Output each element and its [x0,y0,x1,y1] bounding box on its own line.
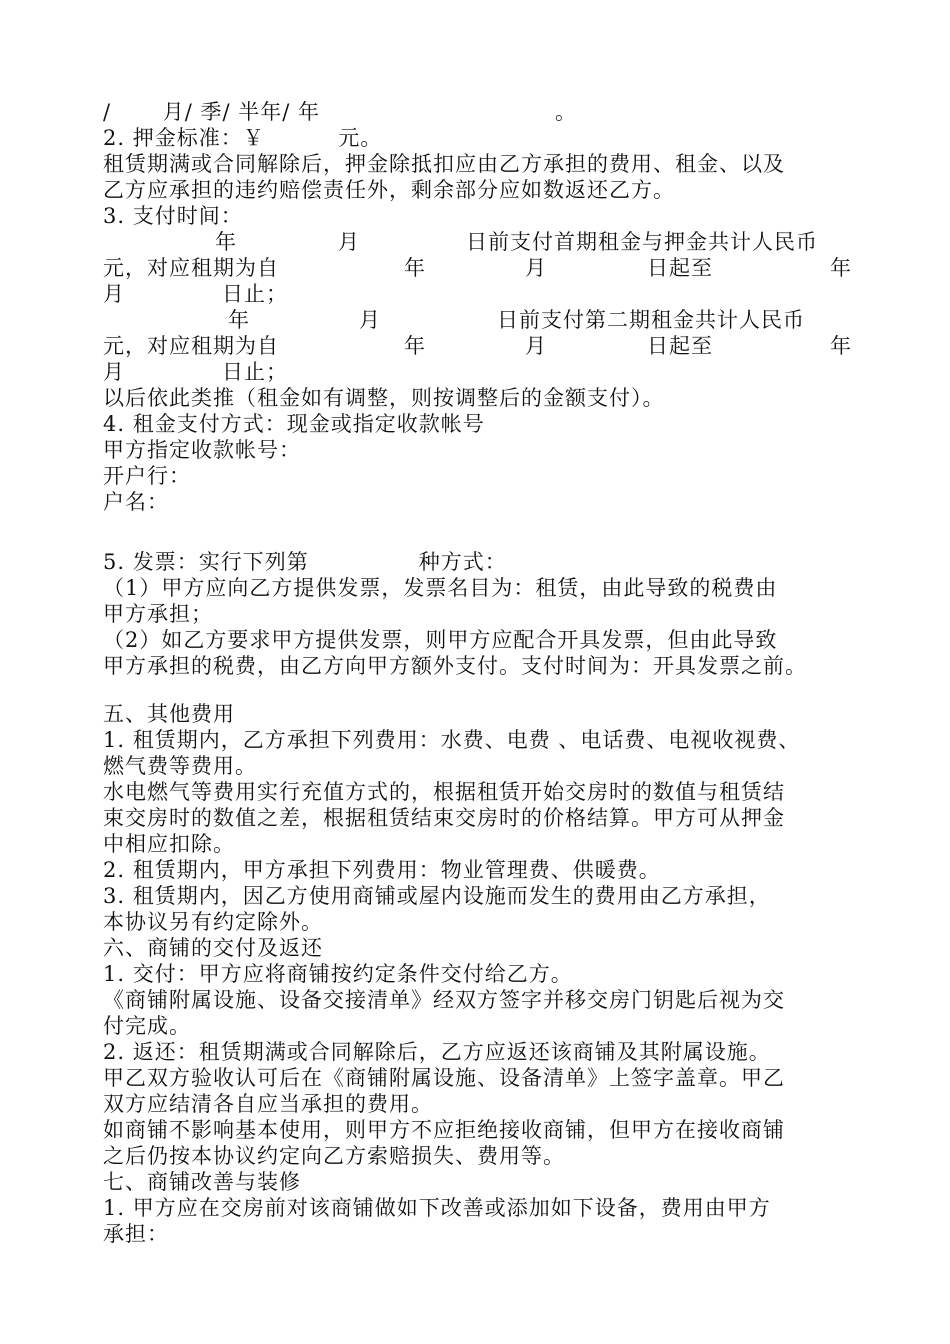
first-period-year: 年 [404,256,426,280]
second-period-day-from: 日起至 [647,334,713,358]
first-period-day-from: 日起至 [647,256,713,280]
payment-continuation: 以后依此类推（租金如有调整，则按调整后的金额支付）。 [103,386,665,410]
second-period-year: 年 [404,334,426,358]
return-acceptance: 如商铺不影响基本使用，则甲方不应拒绝接收商铺，但甲方在接收商铺 [103,1118,785,1142]
payment-time-heading: 3. 支付时间： [103,204,243,228]
account-holder: 户名： [103,490,169,514]
first-period-month: 月 [525,256,547,280]
utility-settlement-end: 中相应扣除。 [103,832,235,856]
first-period-day-end: 日止； [222,282,288,306]
utility-settlement-cont: 束交房时的数值之差，根据租赁结束交房时的价格结算。甲方可从押金 [103,806,785,830]
first-payment-year: 年 [215,230,237,254]
invoice-option-1: （1）甲方应向乙方提供发票，发票名目为：租赁，由此导致的税费由 [103,576,778,600]
utility-settlement: 水电燃气等费用实行充值方式的，根据租赁开始交房时的数值与租赁结 [103,780,785,804]
second-payment-year: 年 [228,308,250,332]
invoice-option-2: （2）如乙方要求甲方提供发票，则甲方应配合开具发票，但由此导致 [103,628,778,652]
return-inspection: 甲乙双方验收认可后在《商铺附属设施、设备清单》上签字盖章。甲乙 [103,1066,785,1090]
return-acceptance-cont: 之后仍按本协议约定向乙方索赔损失、费用等。 [103,1144,565,1168]
improvement-clause-cont: 承担： [103,1222,169,1246]
first-period-month-line: 月 [103,282,125,306]
period-end-mark: 。 [555,100,577,124]
section-improvement-heading: 七、商铺改善与装修 [103,1170,301,1194]
second-payment-text: 日前支付第二期租金共计人民币 [497,308,805,332]
invoice-option-2-cont: 甲方承担的税费，由乙方向甲方额外支付。支付时间为：开具发票之前。 [103,654,807,678]
bank-name: 开户行： [103,464,191,488]
first-payment-text: 日前支付首期租金与押金共计人民币 [466,230,818,254]
account-number: 甲方指定收款帐号： [103,438,301,462]
deposit-return-clause-cont: 乙方应承担的违约赔偿责任外，剩余部分应如数返还乙方。 [103,178,675,202]
section-other-fees-heading: 五、其他费用 [103,702,235,726]
usage-fees: 3. 租赁期内，因乙方使用商铺或屋内设施而发生的费用由乙方承担， [103,884,771,908]
landlord-fees: 2. 租赁期内，甲方承担下列费用：物业管理费、供暖费。 [103,858,661,882]
invoice-heading: 5. 发票：实行下列第 种方式： [103,550,507,574]
tenant-fees: 1. 租赁期内，乙方承担下列费用：水费、电费 、电话费、电视收视费、 [103,728,801,752]
second-period-month-line: 月 [103,360,125,384]
second-period-end-year: 年 [830,334,852,358]
second-period-day-end: 日止； [222,360,288,384]
first-period-end-year: 年 [830,256,852,280]
section-delivery-heading: 六、商铺的交付及返还 [103,936,323,960]
delivery-checklist-cont: 付完成。 [103,1014,191,1038]
payment-method: 4. 租金支付方式：现金或指定收款帐号 [103,412,485,436]
delivery-clause: 1. 交付：甲方应将商铺按约定条件交付给乙方。 [103,962,573,986]
payment-period-line: / 月/ 季/ 半年/ 年 [103,100,321,124]
return-clause: 2. 返还：租赁期满或合同解除后，乙方应返还该商铺及其附属设施。 [103,1040,771,1064]
tenant-fees-cont: 燃气费等费用。 [103,754,257,778]
second-payment-month: 月 [359,308,381,332]
improvement-clause: 1. 甲方应在交房前对该商铺做如下改善或添加如下设备，费用由甲方 [103,1196,771,1220]
second-period-month: 月 [525,334,547,358]
return-inspection-cont: 双方应结清各自应当承担的费用。 [103,1092,433,1116]
deposit-standard: 2. 押金标准：￥ 元。 [103,126,383,150]
usage-fees-cont: 本协议另有约定除外。 [103,910,323,934]
delivery-checklist: 《商铺附属设施、设备交接清单》经双方签字并移交房门钥匙后视为交 [103,988,785,1012]
second-period-line: 元，对应租期为自 [103,334,279,358]
deposit-return-clause: 租赁期满或合同解除后，押金除抵扣应由乙方承担的费用、租金、以及 [103,152,785,176]
invoice-option-1-cont: 甲方承担； [103,602,213,626]
first-payment-month: 月 [338,230,360,254]
first-period-line: 元，对应租期为自 [103,256,279,280]
